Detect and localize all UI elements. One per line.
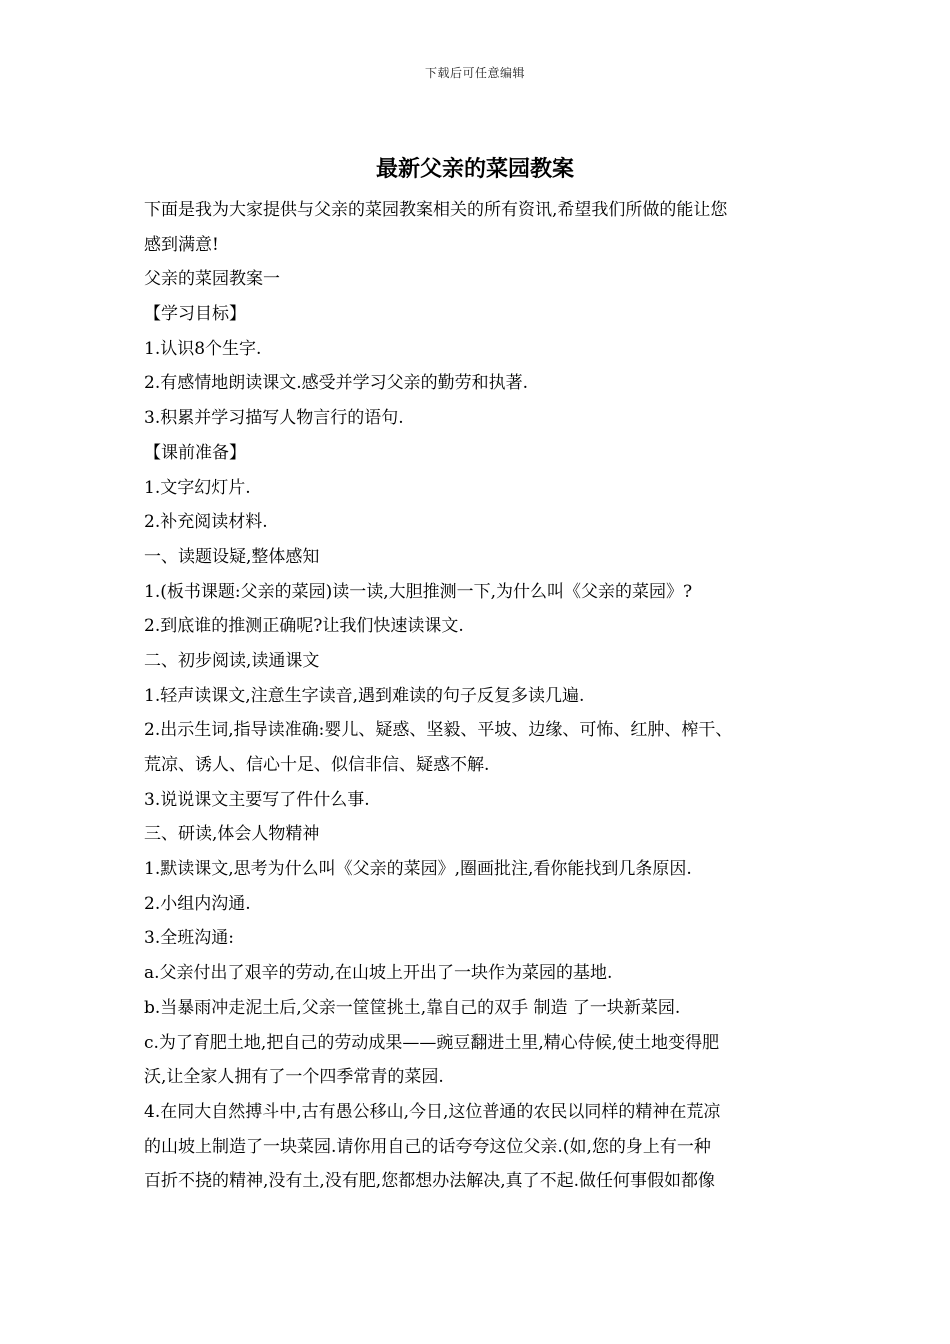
list-item: 3.全班沟通: bbox=[144, 928, 234, 949]
list-item: 2.补充阅读材料. bbox=[144, 512, 268, 533]
paragraph-line: 下面是我为大家提供与父亲的菜园教案相关的所有资讯,希望我们所做的能让您 bbox=[144, 200, 728, 220]
list-item: 3.说说课文主要写了件什么事. bbox=[144, 789, 370, 810]
section-heading: 二、初步阅读,读通课文 bbox=[144, 650, 320, 671]
sub-list-item: b.当暴雨冲走泥土后,父亲一筐筐挑土,靠自己的双手 制造 了一块新菜园. bbox=[144, 997, 681, 1018]
list-item: 2.出示生词,指导读准确:婴儿、疑惑、坚毅、平坡、边缘、可怖、红肿、榨干、 bbox=[144, 720, 733, 741]
list-item: 1.文字幻灯片. bbox=[144, 477, 251, 498]
list-item: 3.积累并学习描写人物言行的语句. bbox=[144, 408, 404, 429]
list-item: 1.默读课文,思考为什么叫《父亲的菜园》,圈画批注,看你能找到几条原因. bbox=[144, 859, 692, 880]
section-heading: 【学习目标】 bbox=[144, 304, 246, 325]
list-item: 4.在同大自然搏斗中,古有愚公移山,今日,这位普通的农民以同样的精神在荒凉 bbox=[144, 1101, 721, 1122]
page-header-note: 下载后可任意编辑 bbox=[424, 66, 525, 80]
sub-list-item: c.为了育肥土地,把自己的劳动成果——豌豆翻进土里,精心侍候,使土地变得肥 bbox=[144, 1032, 720, 1053]
list-item: 2.小组内沟通. bbox=[144, 893, 251, 914]
section-heading: 一、读题设疑,整体感知 bbox=[144, 546, 320, 567]
list-item: 2.到底谁的推测正确呢?让我们快速读课文. bbox=[144, 616, 464, 637]
list-item: 1.(板书课题:父亲的菜园)读一读,大胆推测一下,为什么叫《父亲的菜园》? bbox=[144, 581, 693, 602]
section-heading: 三、研读,体会人物精神 bbox=[144, 824, 320, 845]
document-body bbox=[144, 193, 824, 1199]
list-item-continuation: 荒凉、诱人、信心十足、似信非信、疑惑不解. bbox=[144, 755, 490, 775]
sub-list-item: a.父亲付出了艰辛的劳动,在山坡上开出了一块作为菜园的基地. bbox=[144, 963, 613, 984]
list-item-continuation: 的山坡上制造了一块菜园.请你用自己的话夸夸这位父亲.(如,您的身上有一种 bbox=[144, 1136, 711, 1157]
list-item: 1.认识8个生字. bbox=[144, 338, 262, 359]
list-item-continuation: 百折不挠的精神,没有土,没有肥,您都想办法解决,真了不起.做任何事假如都像 bbox=[144, 1171, 716, 1192]
paragraph-line: 感到满意! bbox=[144, 234, 219, 255]
list-item: 2.有感情地朗读课文.感受并学习父亲的勤劳和执著. bbox=[144, 373, 529, 394]
list-item: 1.轻声读课文,注意生字读音,遇到难读的句子反复多读几遍. bbox=[144, 685, 585, 706]
sub-list-item-continuation: 沃,让全家人拥有了一个四季常青的菜园. bbox=[144, 1067, 444, 1088]
section-heading: 父亲的菜园教案一 bbox=[144, 269, 280, 290]
section-heading: 【课前准备】 bbox=[144, 442, 246, 463]
document-title: 最新父亲的菜园教案 bbox=[375, 157, 574, 182]
